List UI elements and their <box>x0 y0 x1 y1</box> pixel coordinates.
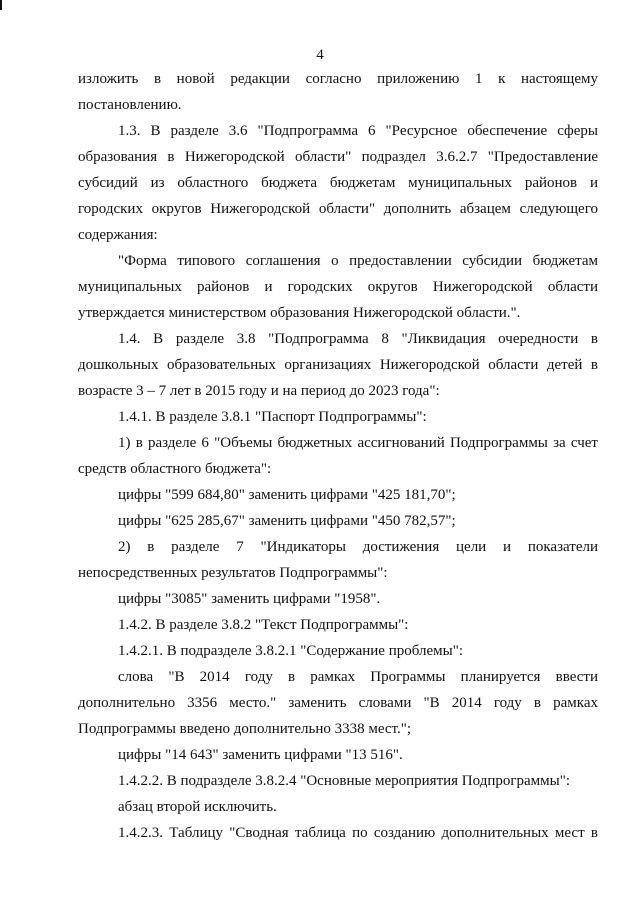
text-line: городских округов Нижегородской области" дополнить абзацем следующего <box>78 201 598 217</box>
text-line: цифры "14 643" заменить цифрами "13 516". <box>118 747 403 763</box>
text-line: "Форма типового соглашения о предоставлении субсидии бюджетам <box>118 253 598 269</box>
text-line: 1.4. В разделе 3.8 "Подпрограмма 8 "Ликвидация очередности в <box>118 331 598 347</box>
text-line: непосредственных результатов Подпрограммы": <box>78 565 388 581</box>
text-line: возрасте 3 – 7 лет в 2015 году и на период до 2023 года": <box>78 383 440 399</box>
text-line: содержания: <box>78 227 158 243</box>
text-line: 1.4.2.1. В подразделе 3.8.2.1 "Содержание проблемы": <box>118 643 463 659</box>
text-line: муниципальных районов и городских округов Нижегородской области <box>78 279 598 295</box>
text-line: цифры "3085" заменить цифрами "1958". <box>118 591 381 607</box>
text-line: изложить в новой редакции согласно приложению 1 к настоящему <box>78 71 598 87</box>
text-line: 1.4.2. В разделе 3.8.2 "Текст Подпрограммы": <box>118 617 409 633</box>
text-line: Подпрограммы введено дополнительно 3338 мест."; <box>78 721 412 737</box>
text-line: постановлению. <box>78 97 182 113</box>
text-line: цифры "625 285,67" заменить цифрами "450 782,57"; <box>118 513 456 529</box>
text-line: абзац второй исключить. <box>118 799 277 815</box>
text-line: 1.4.1. В разделе 3.8.1 "Паспорт Подпрограммы": <box>118 409 427 425</box>
text-line: образования в Нижегородской области" подраздел 3.6.2.7 "Предоставление <box>78 149 598 165</box>
text-line: средств областного бюджета": <box>78 461 272 477</box>
text-line: 1.3. В разделе 3.6 "Подпрограмма 6 "Ресурсное обеспечение сферы <box>118 123 598 139</box>
text-line: дополнительно 3356 место." заменить словами "В 2014 году в рамках <box>78 695 598 711</box>
text-line: слова "В 2014 году в рамках Программы планируется ввести <box>118 669 598 685</box>
text-line: 1.4.2.2. В подразделе 3.8.2.4 "Основные мероприятия Подпрограммы": <box>118 773 571 789</box>
text-line: цифры "599 684,80" заменить цифрами "425 181,70"; <box>118 487 456 503</box>
text-line: дошкольных образовательных организациях Нижегородской области детей в <box>78 357 598 373</box>
text-line: 1) в разделе 6 "Объемы бюджетных ассигнований Подпрограммы за счет <box>118 435 598 451</box>
text-line: 2) в разделе 7 "Индикаторы достижения цели и показатели <box>118 539 598 555</box>
text-line: 1.4.2.3. Таблицу "Сводная таблица по созданию дополнительных мест в <box>118 825 598 841</box>
text-line: субсидий из областного бюджета бюджетам муниципальных районов и <box>78 175 598 191</box>
text-line: утверждается министерством образования Нижегородской области.". <box>78 305 521 321</box>
page-number: 4 <box>316 47 324 63</box>
scan-edge-mark <box>0 0 2 10</box>
